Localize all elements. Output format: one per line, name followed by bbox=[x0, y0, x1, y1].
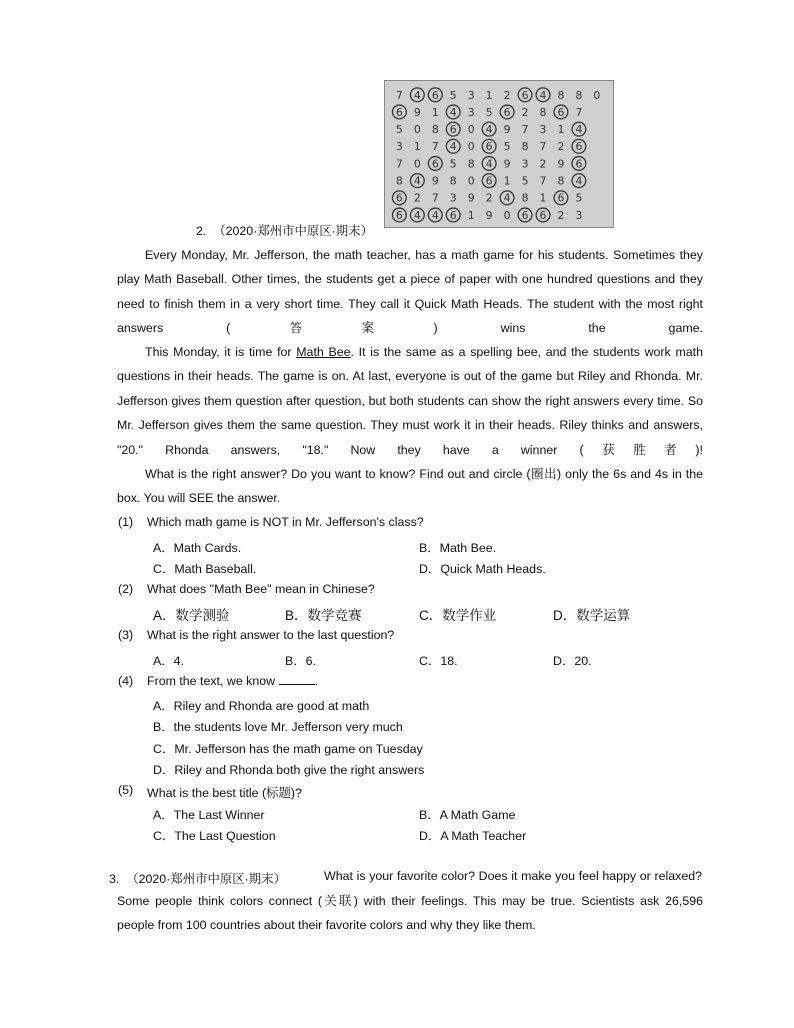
grid-digit: 7 bbox=[521, 123, 529, 137]
grid-digit: 5 bbox=[485, 105, 493, 119]
grid-digit: 3 bbox=[575, 208, 583, 222]
grid-digit: 5 bbox=[395, 123, 403, 137]
grid-digit: 0 bbox=[413, 123, 421, 137]
question-3-option-a[interactable]: A．4. bbox=[153, 654, 184, 668]
question-1-option-d[interactable]: D．Quick Math Heads. bbox=[419, 562, 546, 576]
grid-digit: 1 bbox=[503, 174, 511, 188]
grid-digit: 6 bbox=[521, 88, 529, 102]
grid-digit: 6 bbox=[449, 208, 457, 222]
grid-digit: 3 bbox=[449, 191, 457, 205]
grid-digit: 1 bbox=[557, 123, 565, 137]
question-2-option-c[interactable]: C．数学作业 bbox=[419, 608, 497, 623]
grid-digit: 2 bbox=[557, 140, 565, 154]
question-4-option-a[interactable]: A．Riley and Rhonda are good at math bbox=[153, 699, 370, 713]
passage-paragraph-2 bbox=[117, 340, 703, 462]
grid-digit: 9 bbox=[467, 191, 475, 205]
grid-digit: 4 bbox=[431, 208, 439, 222]
grid-digit: 3 bbox=[467, 88, 475, 102]
grid-digit: 2 bbox=[503, 88, 511, 102]
grid-digit: 4 bbox=[413, 208, 421, 222]
grid-digit: 0 bbox=[413, 157, 421, 171]
grid-digit: 0 bbox=[467, 140, 475, 154]
grid-digit: 7 bbox=[539, 174, 547, 188]
answer-blank bbox=[279, 674, 315, 685]
grid-digit: 6 bbox=[431, 88, 439, 102]
grid-digit: 6 bbox=[575, 157, 583, 171]
question-4-option-b[interactable]: B．the students love Mr. Jefferson very much bbox=[153, 720, 403, 734]
grid-digit: 6 bbox=[485, 174, 493, 188]
grid-digit: 4 bbox=[575, 123, 583, 137]
grid-digit: 9 bbox=[557, 157, 565, 171]
question-5-option-b[interactable]: B．A Math Game bbox=[419, 808, 516, 822]
question-3-text: What is the right answer to the last question? bbox=[147, 628, 395, 642]
grid-digit: 6 bbox=[395, 191, 403, 205]
passage-paragraph-3: What is the right answer? Do you want to know? Find out and circle (圈出) only the 6s and 4s in the box. You will SEE the answer. bbox=[117, 467, 703, 506]
grid-digit: 3 bbox=[467, 105, 475, 119]
question-2-option-b[interactable]: B．数学竞赛 bbox=[285, 608, 362, 623]
grid-digit: 9 bbox=[431, 174, 439, 188]
grid-digit: 8 bbox=[467, 157, 475, 171]
question-4-text-end: . bbox=[314, 674, 318, 688]
question-3-option-d[interactable]: D．20. bbox=[553, 654, 592, 668]
question-5-number: (5) bbox=[118, 783, 134, 797]
question-2-text: What does "Math Bee" mean in Chinese? bbox=[147, 582, 375, 596]
question-4-number: (4) bbox=[118, 674, 134, 688]
question-5-text: What is the best title (标题)? bbox=[147, 786, 302, 800]
grid-digit: 7 bbox=[431, 191, 439, 205]
question-4-option-c[interactable]: C．Mr. Jefferson has the math game on Tuesday bbox=[153, 742, 423, 756]
question-1-option-b[interactable]: B．Math Bee. bbox=[419, 541, 497, 555]
grid-digit: 5 bbox=[449, 88, 457, 102]
passage-paragraph-1: Every Monday, Mr. Jefferson, the math teacher, has a math game for his students. Sometimes they play Math Baseball. Other times, the students get a piece of paper with one hundred questions and they need to finish them in a very short time. They call it Quick Math Heads. The student with the most right answers (答案) wins the game. bbox=[117, 248, 703, 336]
grid-digit: 0 bbox=[467, 174, 475, 188]
grid-digit: 2 bbox=[413, 191, 421, 205]
question-number: 2. bbox=[196, 224, 207, 238]
number-grid-svg bbox=[385, 81, 613, 227]
grid-digit: 6 bbox=[503, 105, 511, 119]
grid-digit: 3 bbox=[539, 123, 547, 137]
question-5-option-a[interactable]: A．The Last Winner bbox=[153, 808, 265, 822]
grid-digit: 6 bbox=[557, 191, 565, 205]
grid-digit: 3 bbox=[395, 140, 403, 154]
grid-digit: 8 bbox=[431, 123, 439, 137]
question-4-option-d[interactable]: D．Riley and Rhonda both give the right answers bbox=[153, 763, 425, 777]
question-5-option-d[interactable]: D．A Math Teacher bbox=[419, 829, 527, 843]
grid-digit: 2 bbox=[521, 105, 529, 119]
grid-digit: 8 bbox=[539, 105, 547, 119]
grid-digit: 4 bbox=[575, 174, 583, 188]
question-1-option-c[interactable]: C．Math Baseball. bbox=[153, 562, 257, 576]
grid-digit: 6 bbox=[575, 140, 583, 154]
question-3-option-b[interactable]: B．6. bbox=[285, 654, 316, 668]
grid-digit: 3 bbox=[521, 157, 529, 171]
grid-digit: 2 bbox=[557, 208, 565, 222]
grid-digit: 2 bbox=[539, 157, 547, 171]
grid-digit: 8 bbox=[395, 174, 403, 188]
question-source: （2020·郑州市中原区·期末） bbox=[213, 224, 373, 238]
grid-digit: 6 bbox=[557, 105, 565, 119]
paragraph-2-start: This Monday, it is time for bbox=[145, 345, 297, 359]
question-3-option-c[interactable]: C．18. bbox=[419, 654, 458, 668]
grid-digit: 5 bbox=[521, 174, 529, 188]
grid-digit: 7 bbox=[575, 105, 583, 119]
grid-digit: 5 bbox=[449, 157, 457, 171]
question-2-option-a[interactable]: A．数学测验 bbox=[153, 608, 230, 623]
math-bee-underlined: Math Bee bbox=[296, 345, 351, 359]
q3-line-2: Some people think colors connect (关联) with their feelings. This may be true. Scientists ask 26,596 bbox=[117, 894, 703, 908]
grid-digit: 8 bbox=[449, 174, 457, 188]
grid-digit: 1 bbox=[539, 191, 547, 205]
grid-digit: 4 bbox=[485, 123, 493, 137]
grid-digit: 4 bbox=[413, 174, 421, 188]
grid-digit: 0 bbox=[503, 208, 511, 222]
question-2-number: (2) bbox=[118, 582, 134, 596]
grid-digit: 8 bbox=[575, 88, 583, 102]
grid-digit: 6 bbox=[521, 208, 529, 222]
grid-digit: 4 bbox=[449, 140, 457, 154]
paragraph-2-rest: . It is the same as a spelling bee, and the students work math questions in their heads. The game is on. At last, everyone is out of the game but Riley and Rhonda. Mr. Jefferson gives them question after question, but both students can show the right answers every time. So Mr. Jefferson gives them the same question. They must work it in their heads. Riley thinks and answers, "20." Rhonda answers, "18." Now they have a winner (获胜者)! bbox=[117, 345, 703, 457]
grid-digit: 8 bbox=[521, 191, 529, 205]
q3-line-1: What is your favorite color? Does it make you feel happy or relaxed? bbox=[324, 869, 702, 883]
grid-digit: 6 bbox=[449, 123, 457, 137]
grid-digit: 5 bbox=[503, 140, 511, 154]
question-3-number: (3) bbox=[118, 628, 134, 642]
grid-digit: 1 bbox=[431, 105, 439, 119]
grid-digit: 6 bbox=[539, 208, 547, 222]
grid-digit: 4 bbox=[539, 88, 547, 102]
number-grid-image bbox=[384, 80, 614, 228]
question-5-option-c[interactable]: C．The Last Question bbox=[153, 829, 276, 843]
grid-digit: 0 bbox=[467, 123, 475, 137]
grid-digit: 6 bbox=[395, 208, 403, 222]
grid-digit: 4 bbox=[449, 105, 457, 119]
question-1-option-a[interactable]: A．Math Cards. bbox=[153, 541, 242, 555]
q3-line-3: people from 100 countries about their favorite colors and why they like them. bbox=[117, 918, 536, 932]
grid-digit: 4 bbox=[503, 191, 511, 205]
question-2-option-d[interactable]: D．数学运算 bbox=[553, 608, 631, 623]
question-2-heading bbox=[196, 221, 373, 239]
q3-source: （2020·郑州市中原区·期末） bbox=[126, 872, 286, 886]
grid-digit: 6 bbox=[485, 140, 493, 154]
grid-digit: 6 bbox=[395, 105, 403, 119]
grid-digit: 7 bbox=[539, 140, 547, 154]
grid-digit: 7 bbox=[395, 88, 403, 102]
grid-digit: 4 bbox=[485, 157, 493, 171]
grid-digit: 8 bbox=[557, 174, 565, 188]
question-4-text-start: From the text, we know bbox=[147, 674, 279, 688]
grid-digit: 2 bbox=[485, 191, 493, 205]
question-4-text bbox=[147, 674, 318, 688]
grid-digit: 1 bbox=[413, 140, 421, 154]
grid-digit: 0 bbox=[593, 88, 601, 102]
grid-digit: 6 bbox=[431, 157, 439, 171]
grid-digit: 4 bbox=[413, 88, 421, 102]
grid-digit: 8 bbox=[521, 140, 529, 154]
question-3-heading bbox=[109, 869, 286, 887]
grid-digit: 7 bbox=[395, 157, 403, 171]
grid-digit: 7 bbox=[431, 140, 439, 154]
q3-number: 3. bbox=[109, 872, 120, 886]
grid-digit: 9 bbox=[485, 208, 493, 222]
grid-digit: 5 bbox=[575, 191, 583, 205]
grid-digit: 1 bbox=[485, 88, 493, 102]
grid-digit: 1 bbox=[467, 208, 475, 222]
question-1-number: (1) bbox=[118, 515, 134, 529]
grid-digit: 9 bbox=[413, 105, 421, 119]
grid-digit: 9 bbox=[503, 123, 511, 137]
grid-digit: 9 bbox=[503, 157, 511, 171]
grid-digit: 8 bbox=[557, 88, 565, 102]
question-1-text: Which math game is NOT in Mr. Jefferson's class? bbox=[147, 515, 424, 529]
